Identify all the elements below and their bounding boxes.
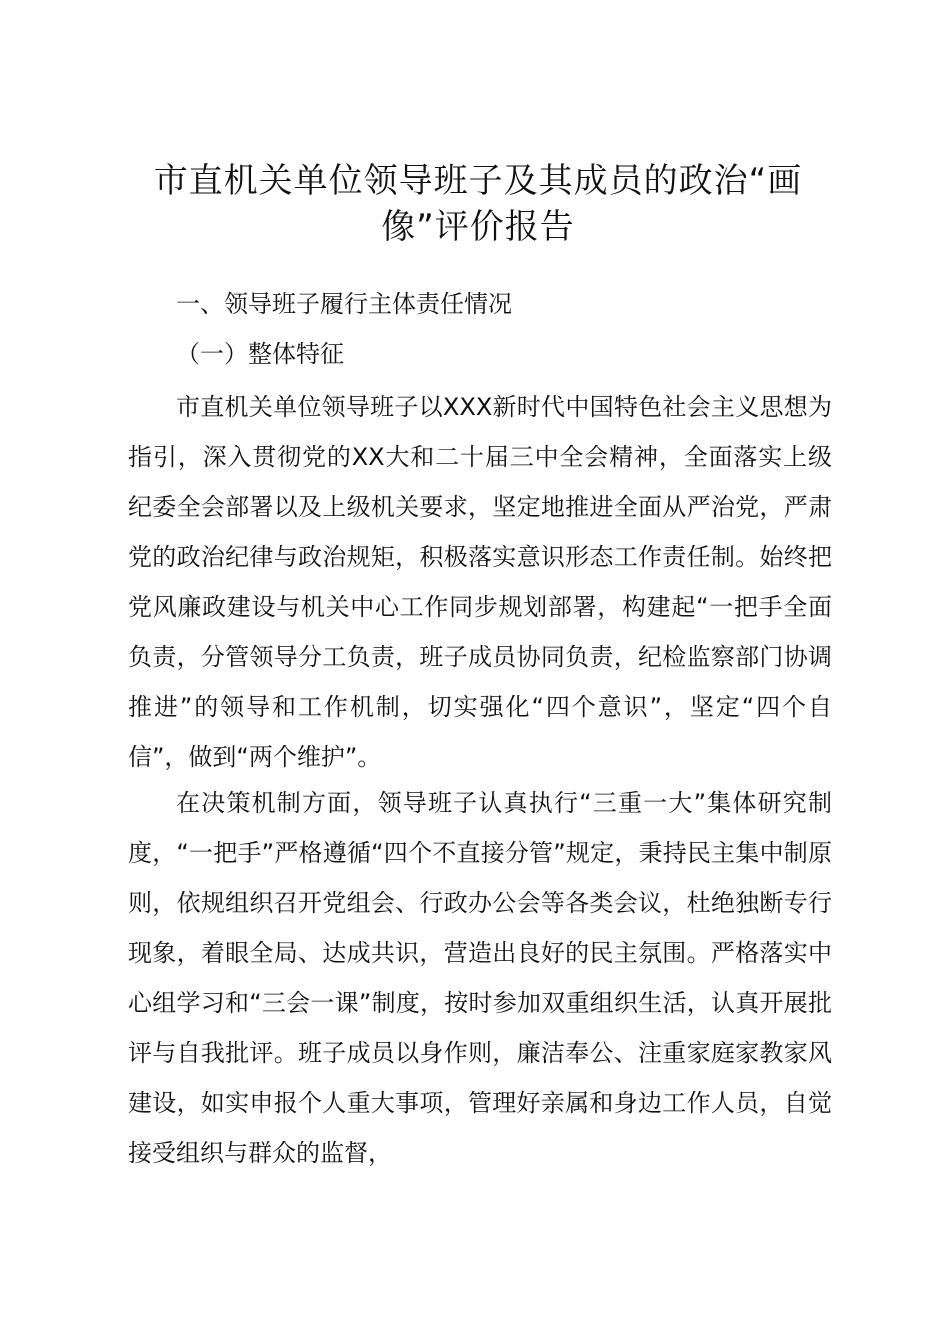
subsection-heading: （一）整体特征 [176,340,344,368]
paragraph-decision-mechanism: 在决策机制方面，领导班子认真执行“三重一大”集体研究制度，“一把手”严格遵循“四个不直接分管”规定，秉持民主集中制原则，依规组织召开党组会、行政办公会等各类会议，杜绝独断专行现象，着眼全局、达成共识，营造出良好的民主氛围。严格落实中心组学习和“三会一课”制度，按时参加双重组织生活，认真开展批评与自我批评。班子成员以身作则，廉洁奉公、注重家庭家教家风建设，如实申报个人重大事项，管理好亲属和身边工作人员，自觉接受组织与群众的监督， [128,789,832,1167]
paragraph-overall-features: 市直机关单位领导班子以XXX新时代中国特色社会主义思想为指引，深入贯彻党的XX大和二十届三中全会精神，全面落实上级纪委全会部署以及上级机关要求，坚定地推进全面从严治党，严肃党的政治纪律与政治规矩，积极落实意识形态工作责任制。始终把党风廉政建设与机关中心工作同步规划部署，构建起“一把手全面负责，分管领导分工负责，班子成员协同负责，纪检监察部门协调推进”的领导和工作机制，切实强化“四个意识”，坚定“四个自信”，做到“两个维护”。 [128,393,832,771]
document-title: 市直机关单位领导班子及其成员的政治“画像”评价报告 [153,161,803,247]
section-heading: 一、领导班子履行主体责任情况 [176,290,512,318]
